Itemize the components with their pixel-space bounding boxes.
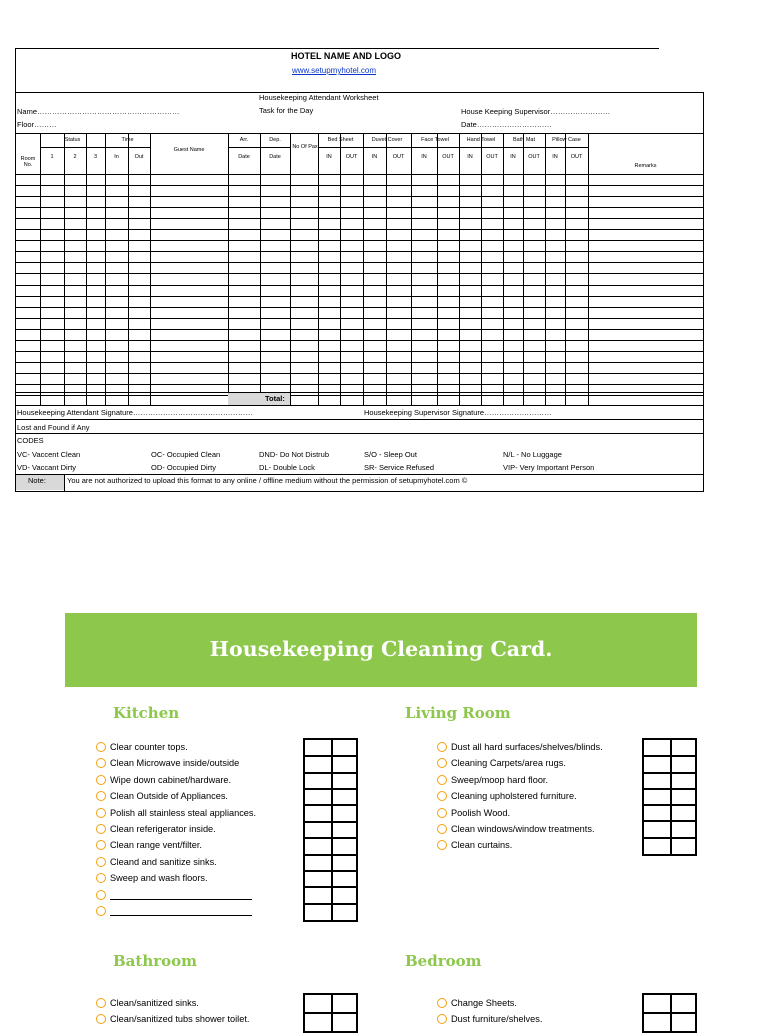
circle-checkbox-icon[interactable] <box>437 840 447 850</box>
circle-checkbox-icon[interactable] <box>437 998 447 1008</box>
date-field-label: Date………………………… <box>461 120 552 129</box>
out-header: OUT <box>345 154 358 160</box>
hotel-title: HOTEL NAME AND LOGO <box>291 51 401 61</box>
task-label: Clean range vent/filter. <box>110 840 202 851</box>
task-label: Dust all hard surfaces/shelves/blinds. <box>451 742 603 752</box>
in-header: IN <box>467 154 473 160</box>
task-item[interactable] <box>96 995 199 1011</box>
out-header: OUT <box>570 154 583 160</box>
circle-checkbox-icon[interactable] <box>96 808 106 818</box>
kitchen-title: Kitchen <box>113 704 180 722</box>
task-label: Clean referigerator inside. <box>110 824 216 834</box>
circle-checkbox-icon[interactable] <box>96 998 106 1008</box>
task-item[interactable] <box>96 870 208 886</box>
code-item: VC- Vaccent Clean <box>17 450 81 459</box>
blank-write-line[interactable] <box>110 906 252 916</box>
code-item: OD- Occupied Dirty <box>151 463 217 472</box>
circle-checkbox-icon[interactable] <box>437 824 447 834</box>
circle-checkbox-icon[interactable] <box>437 742 447 752</box>
circle-checkbox-icon[interactable] <box>96 775 106 785</box>
code-item: DL- Double Lock <box>259 463 315 472</box>
floor-field-label: Floor……… <box>17 120 57 129</box>
task-item[interactable] <box>437 739 603 755</box>
in-header: IN <box>421 154 427 160</box>
circle-checkbox-icon[interactable] <box>437 758 447 768</box>
status-3-header: 3 <box>93 154 98 160</box>
checkbox-grid[interactable] <box>642 993 697 1033</box>
circle-checkbox-icon[interactable] <box>437 791 447 801</box>
circle-checkbox-icon[interactable] <box>96 1014 106 1024</box>
task-label: Wipe down cabinet/hardware. <box>110 774 232 785</box>
worksheet-title: Housekeeping Attendant Worksheet <box>259 93 379 102</box>
task-label: Clean/sanitized tubs shower toilet. <box>110 1014 250 1025</box>
circle-checkbox-icon[interactable] <box>437 775 447 785</box>
task-label: Clean Outside of Appliances. <box>110 791 228 802</box>
duvet-cover-header: Duvet Cover <box>371 137 403 143</box>
out-header: OUT <box>528 154 540 160</box>
checkbox-grid[interactable] <box>642 738 697 856</box>
bed-sheet-header: Bed Sheet <box>327 137 354 143</box>
dep-header: Dep. <box>269 137 281 143</box>
task-item[interactable] <box>96 772 231 788</box>
pillow-case-header: Pillow Case <box>552 137 581 143</box>
task-item[interactable] <box>96 821 216 837</box>
circle-checkbox-icon[interactable] <box>96 906 106 916</box>
task-item[interactable] <box>96 788 228 804</box>
task-label: Polish all stainless steal appliances. <box>110 807 257 818</box>
status-2-header: 2 <box>73 154 77 160</box>
circle-checkbox-icon[interactable] <box>96 824 106 834</box>
circle-checkbox-icon[interactable] <box>96 791 106 801</box>
task-label: Cleaning upholstered furniture. <box>451 791 577 802</box>
task-item[interactable] <box>437 1011 542 1027</box>
task-item[interactable] <box>96 739 188 755</box>
lost-and-found: Lost and Found if Any <box>17 423 90 432</box>
bath-mat-header: Bath Mat <box>512 137 535 143</box>
bathroom-title: Bathroom <box>113 952 198 970</box>
living-room-title: Living Room <box>405 704 511 722</box>
bedroom-title: Bedroom <box>405 952 482 970</box>
circle-checkbox-icon[interactable] <box>96 742 106 752</box>
attendant-signature: Housekeeping Attendant Signature………………………………………… <box>17 408 253 417</box>
out-header: OUT <box>392 154 405 160</box>
task-label: Sweep and wash floors. <box>110 873 208 884</box>
out-header: OUT <box>486 154 498 160</box>
task-item[interactable] <box>96 1011 249 1027</box>
task-label: Cleaning Carpets/area rugs. <box>451 758 566 769</box>
room-no-header: Room No. <box>20 156 36 168</box>
task-label: Task for the Day <box>259 106 314 115</box>
note-label: Note: <box>28 476 46 485</box>
task-label: Clean curtains. <box>451 840 513 851</box>
total-label: Total: <box>265 394 285 403</box>
checkbox-grid[interactable] <box>303 993 358 1033</box>
in-header: IN <box>326 154 332 160</box>
circle-checkbox-icon[interactable] <box>96 857 106 867</box>
hand-towel-header: Hand Towel <box>466 137 496 143</box>
circle-checkbox-icon[interactable] <box>96 873 106 883</box>
circle-checkbox-icon[interactable] <box>437 808 447 818</box>
card-title: Housekeeping Cleaning Card. <box>209 637 553 661</box>
blank-task-item[interactable] <box>96 903 252 919</box>
in-header: IN <box>510 154 516 160</box>
blank-task-item[interactable] <box>96 887 252 903</box>
task-item[interactable] <box>437 772 548 788</box>
supervisor-signature: Housekeeping Supervisor Signature……………………… <box>364 408 552 417</box>
guest-name-header: Guest Name <box>173 147 205 153</box>
task-item[interactable] <box>96 854 217 870</box>
task-label: Clean Microwave inside/outside <box>110 758 240 769</box>
task-label: Poolish Wood. <box>451 807 511 818</box>
code-item: DND- Do Not Distrub <box>259 450 330 459</box>
arr-header: Arr. <box>239 137 249 143</box>
code-item: N/L - No Luggage <box>503 450 562 459</box>
task-label: Clean/sanitized sinks. <box>110 998 199 1008</box>
task-item[interactable] <box>437 788 577 804</box>
pax-header: No Of Pax <box>292 144 318 150</box>
code-item: VD- Vaccant Dirty <box>17 463 77 472</box>
task-item[interactable] <box>96 837 202 853</box>
task-item[interactable] <box>96 755 239 771</box>
task-item[interactable] <box>437 805 510 821</box>
time-header: Time <box>121 137 134 143</box>
status-1-header: 1 <box>50 154 54 160</box>
face-towel-header: Face Towel <box>421 137 449 143</box>
time-in-header: In <box>114 154 119 160</box>
task-item[interactable] <box>437 995 517 1011</box>
arr-date-header: Date <box>238 154 250 160</box>
task-label: Sweep/moop hard floor. <box>451 774 549 785</box>
supervisor-field-label: House Keeping Supervisor…………………… <box>461 107 611 116</box>
website-link[interactable]: www.setupmyhotel.com <box>292 66 377 75</box>
circle-checkbox-icon[interactable] <box>96 840 106 850</box>
in-header: IN <box>371 154 378 160</box>
task-label: Change Sheets. <box>451 998 517 1008</box>
in-header: IN <box>552 154 558 160</box>
task-label: Cleand and sanitize sinks. <box>110 856 217 867</box>
task-item[interactable] <box>437 821 595 837</box>
remarks-header: Remarks <box>634 163 657 169</box>
out-header: OUT <box>442 154 454 160</box>
task-item[interactable] <box>96 805 256 821</box>
note-text: You are not authorized to upload this format to any online / offline medium without the permission of setupmyhotel.com © <box>67 476 468 485</box>
code-item: SR- Service Refused <box>364 463 435 472</box>
task-label: Clean windows/window treatments. <box>451 824 595 834</box>
task-label: Dust furniture/shelves. <box>451 1014 543 1025</box>
task-item[interactable] <box>437 837 512 853</box>
code-item: VIP- Very Important Person <box>503 463 595 472</box>
circle-checkbox-icon[interactable] <box>437 1014 447 1024</box>
codes-label: CODES <box>17 436 44 445</box>
card-banner <box>65 613 697 687</box>
housekeeping-worksheet <box>15 48 703 491</box>
task-item[interactable] <box>437 755 566 771</box>
checkbox-grid[interactable] <box>303 738 358 922</box>
time-out-header: Out <box>134 154 144 160</box>
status-header: Status <box>64 137 81 143</box>
task-label: Clear counter tops. <box>110 742 188 752</box>
code-item: S/O - Sleep Out <box>364 450 417 459</box>
blank-write-line[interactable] <box>110 890 252 900</box>
circle-checkbox-icon[interactable] <box>96 758 106 768</box>
circle-checkbox-icon[interactable] <box>96 890 106 900</box>
dep-date-header: Date <box>269 154 281 160</box>
name-field-label: Name………………………………………………… <box>17 107 180 116</box>
code-item: OC- Occupied Clean <box>151 450 221 459</box>
